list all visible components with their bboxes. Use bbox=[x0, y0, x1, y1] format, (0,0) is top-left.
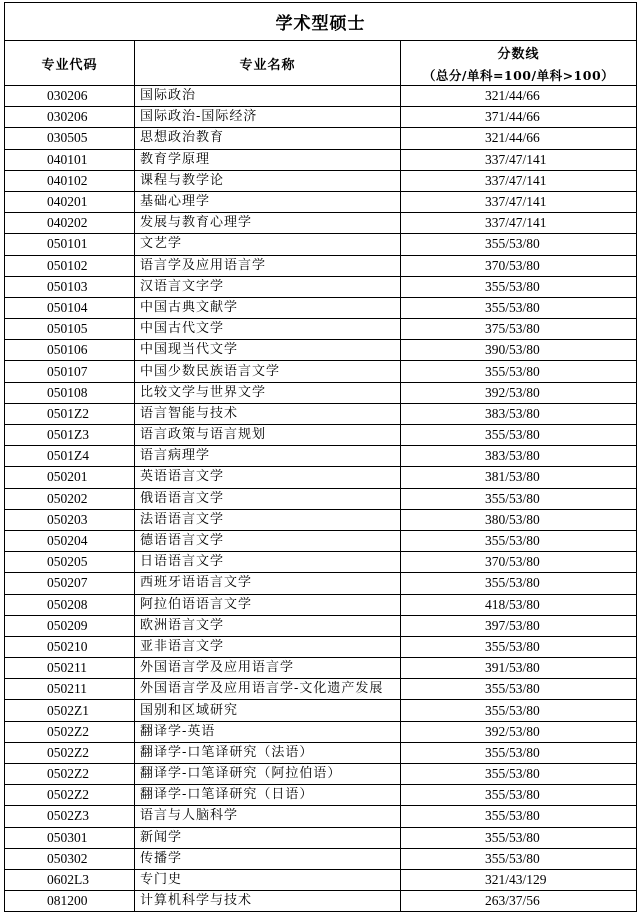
score-line-cell: 390/53/80 bbox=[401, 340, 637, 361]
table-row bbox=[5, 679, 637, 700]
major-code-cell: 050203 bbox=[5, 509, 135, 530]
score-line-cell: 391/53/80 bbox=[401, 658, 637, 679]
major-code-cell: 030505 bbox=[5, 128, 135, 149]
header-code: 专业代码 bbox=[5, 41, 135, 86]
major-name-cell: 翻译学-口笔译研究（日语） bbox=[135, 785, 401, 806]
major-code-cell: 050302 bbox=[5, 848, 135, 869]
major-code-cell: 081200 bbox=[5, 891, 135, 912]
major-name-cell: 新闻学 bbox=[135, 827, 401, 848]
major-code-cell: 0501Z4 bbox=[5, 446, 135, 467]
major-code-cell: 050201 bbox=[5, 467, 135, 488]
table-row bbox=[5, 128, 637, 149]
score-line-cell: 355/53/80 bbox=[401, 785, 637, 806]
score-line-cell: 355/53/80 bbox=[401, 573, 637, 594]
score-line-cell: 321/44/66 bbox=[401, 128, 637, 149]
table-row bbox=[5, 764, 637, 785]
table-row bbox=[5, 869, 637, 890]
major-name-cell: 课程与教学论 bbox=[135, 170, 401, 191]
table-row bbox=[5, 234, 637, 255]
table-row bbox=[5, 446, 637, 467]
score-line-cell: 321/44/66 bbox=[401, 86, 637, 107]
table-row bbox=[5, 636, 637, 657]
score-line-cell: 375/53/80 bbox=[401, 319, 637, 340]
table-row bbox=[5, 170, 637, 191]
table-row bbox=[5, 742, 637, 763]
score-line-cell: 355/53/80 bbox=[401, 636, 637, 657]
table-row bbox=[5, 488, 637, 509]
table-row bbox=[5, 213, 637, 234]
table-row bbox=[5, 827, 637, 848]
score-line-cell: 355/53/80 bbox=[401, 530, 637, 551]
score-line-cell: 355/53/80 bbox=[401, 297, 637, 318]
major-code-cell: 050208 bbox=[5, 594, 135, 615]
major-name-cell: 翻译学-英语 bbox=[135, 721, 401, 742]
score-line-cell: 355/53/80 bbox=[401, 742, 637, 763]
table-row bbox=[5, 382, 637, 403]
score-line-cell: 321/43/129 bbox=[401, 869, 637, 890]
header-score-subtitle: （总分/单科=100/单科>100） bbox=[422, 67, 615, 83]
major-code-cell: 0501Z3 bbox=[5, 425, 135, 446]
table-row bbox=[5, 425, 637, 446]
header-score-label: 分数线 bbox=[497, 46, 540, 62]
table-row bbox=[5, 658, 637, 679]
score-table-body bbox=[5, 3, 637, 912]
score-line-cell: 371/44/66 bbox=[401, 107, 637, 128]
table-row bbox=[5, 721, 637, 742]
score-table bbox=[4, 2, 637, 912]
major-name-cell: 计算机科学与技术 bbox=[135, 891, 401, 912]
major-name-cell: 法语语言文学 bbox=[135, 509, 401, 530]
score-line-cell: 383/53/80 bbox=[401, 403, 637, 424]
major-name-cell: 国际政治-国际经济 bbox=[135, 107, 401, 128]
score-line-cell: 370/53/80 bbox=[401, 255, 637, 276]
major-name-cell: 基础心理学 bbox=[135, 191, 401, 212]
major-code-cell: 050204 bbox=[5, 530, 135, 551]
score-line-cell: 381/53/80 bbox=[401, 467, 637, 488]
score-line-cell: 397/53/80 bbox=[401, 615, 637, 636]
major-code-cell: 040102 bbox=[5, 170, 135, 191]
major-name-cell: 语言病理学 bbox=[135, 446, 401, 467]
major-code-cell: 050211 bbox=[5, 658, 135, 679]
score-line-cell: 337/47/141 bbox=[401, 191, 637, 212]
score-line-cell: 337/47/141 bbox=[401, 170, 637, 191]
major-code-cell: 040202 bbox=[5, 213, 135, 234]
major-code-cell: 050106 bbox=[5, 340, 135, 361]
table-row bbox=[5, 276, 637, 297]
major-name-cell: 文艺学 bbox=[135, 234, 401, 255]
major-name-cell: 国际政治 bbox=[135, 86, 401, 107]
major-code-cell: 030206 bbox=[5, 107, 135, 128]
score-line-cell: 355/53/80 bbox=[401, 848, 637, 869]
table-row bbox=[5, 848, 637, 869]
table-row bbox=[5, 149, 637, 170]
table-row bbox=[5, 509, 637, 530]
major-code-cell: 050211 bbox=[5, 679, 135, 700]
major-code-cell: 050105 bbox=[5, 319, 135, 340]
major-code-cell: 050210 bbox=[5, 636, 135, 657]
major-code-cell: 0502Z1 bbox=[5, 700, 135, 721]
major-name-cell: 欧洲语言文学 bbox=[135, 615, 401, 636]
major-name-cell: 发展与教育心理学 bbox=[135, 213, 401, 234]
major-name-cell: 俄语语言文学 bbox=[135, 488, 401, 509]
major-name-cell: 语言与人脑科学 bbox=[135, 806, 401, 827]
major-code-cell: 050202 bbox=[5, 488, 135, 509]
table-row bbox=[5, 594, 637, 615]
score-line-cell: 355/53/80 bbox=[401, 276, 637, 297]
major-code-cell: 040201 bbox=[5, 191, 135, 212]
table-row bbox=[5, 403, 637, 424]
score-line-cell: 355/53/80 bbox=[401, 700, 637, 721]
table-row bbox=[5, 615, 637, 636]
table-row bbox=[5, 340, 637, 361]
major-name-cell: 汉语言文字学 bbox=[135, 276, 401, 297]
major-code-cell: 050101 bbox=[5, 234, 135, 255]
table-row bbox=[5, 573, 637, 594]
score-line-cell: 355/53/80 bbox=[401, 764, 637, 785]
major-name-cell: 阿拉伯语语言文学 bbox=[135, 594, 401, 615]
major-code-cell: 0502Z3 bbox=[5, 806, 135, 827]
major-name-cell: 传播学 bbox=[135, 848, 401, 869]
header-name: 专业名称 bbox=[135, 41, 401, 86]
table-row bbox=[5, 361, 637, 382]
table-row bbox=[5, 700, 637, 721]
major-code-cell: 050207 bbox=[5, 573, 135, 594]
major-name-cell: 语言政策与语言规划 bbox=[135, 425, 401, 446]
major-code-cell: 050301 bbox=[5, 827, 135, 848]
major-code-cell: 050104 bbox=[5, 297, 135, 318]
major-name-cell: 外国语言学及应用语言学-文化遗产发展 bbox=[135, 679, 401, 700]
major-code-cell: 0501Z2 bbox=[5, 403, 135, 424]
major-name-cell: 语言学及应用语言学 bbox=[135, 255, 401, 276]
major-code-cell: 0502Z2 bbox=[5, 742, 135, 763]
table-row bbox=[5, 891, 637, 912]
major-code-cell: 050103 bbox=[5, 276, 135, 297]
score-line-cell: 392/53/80 bbox=[401, 721, 637, 742]
major-code-cell: 050205 bbox=[5, 552, 135, 573]
major-name-cell: 比较文学与世界文学 bbox=[135, 382, 401, 403]
major-name-cell: 德语语言文学 bbox=[135, 530, 401, 551]
table-row bbox=[5, 467, 637, 488]
table-row bbox=[5, 785, 637, 806]
score-line-cell: 383/53/80 bbox=[401, 446, 637, 467]
title-row bbox=[5, 3, 637, 41]
table-title: 学术型硕士 bbox=[5, 3, 637, 41]
major-code-cell: 0602L3 bbox=[5, 869, 135, 890]
major-name-cell: 中国少数民族语言文学 bbox=[135, 361, 401, 382]
major-name-cell: 西班牙语语言文学 bbox=[135, 573, 401, 594]
score-line-cell: 355/53/80 bbox=[401, 361, 637, 382]
major-name-cell: 外国语言学及应用语言学 bbox=[135, 658, 401, 679]
major-name-cell: 语言智能与技术 bbox=[135, 403, 401, 424]
major-name-cell: 教育学原理 bbox=[135, 149, 401, 170]
score-line-cell: 418/53/80 bbox=[401, 594, 637, 615]
score-line-cell: 355/53/80 bbox=[401, 234, 637, 255]
table-row bbox=[5, 319, 637, 340]
table-row bbox=[5, 107, 637, 128]
table-row bbox=[5, 255, 637, 276]
score-line-cell: 392/53/80 bbox=[401, 382, 637, 403]
score-line-cell: 370/53/80 bbox=[401, 552, 637, 573]
major-name-cell: 思想政治教育 bbox=[135, 128, 401, 149]
major-name-cell: 英语语言文学 bbox=[135, 467, 401, 488]
major-name-cell: 中国古典文献学 bbox=[135, 297, 401, 318]
major-name-cell: 翻译学-口笔译研究（法语） bbox=[135, 742, 401, 763]
score-line-cell: 337/47/141 bbox=[401, 213, 637, 234]
major-name-cell: 中国现当代文学 bbox=[135, 340, 401, 361]
major-code-cell: 050209 bbox=[5, 615, 135, 636]
score-line-cell: 355/53/80 bbox=[401, 425, 637, 446]
score-line-cell: 355/53/80 bbox=[401, 806, 637, 827]
score-line-cell: 355/53/80 bbox=[401, 827, 637, 848]
major-name-cell: 专门史 bbox=[135, 869, 401, 890]
score-line-cell: 263/37/56 bbox=[401, 891, 637, 912]
score-line-cell: 355/53/80 bbox=[401, 679, 637, 700]
table-row bbox=[5, 297, 637, 318]
major-name-cell: 翻译学-口笔译研究（阿拉伯语） bbox=[135, 764, 401, 785]
major-name-cell: 亚非语言文学 bbox=[135, 636, 401, 657]
major-code-cell: 050107 bbox=[5, 361, 135, 382]
major-name-cell: 日语语言文学 bbox=[135, 552, 401, 573]
header-score bbox=[401, 41, 637, 86]
major-code-cell: 0502Z2 bbox=[5, 764, 135, 785]
major-name-cell: 国别和区域研究 bbox=[135, 700, 401, 721]
major-code-cell: 050102 bbox=[5, 255, 135, 276]
table-row bbox=[5, 86, 637, 107]
major-code-cell: 040101 bbox=[5, 149, 135, 170]
table-row bbox=[5, 806, 637, 827]
score-line-cell: 337/47/141 bbox=[401, 149, 637, 170]
major-code-cell: 0502Z2 bbox=[5, 785, 135, 806]
table-row bbox=[5, 191, 637, 212]
header-row bbox=[5, 41, 637, 86]
score-line-cell: 380/53/80 bbox=[401, 509, 637, 530]
major-code-cell: 030206 bbox=[5, 86, 135, 107]
major-code-cell: 0502Z2 bbox=[5, 721, 135, 742]
table-row bbox=[5, 530, 637, 551]
major-name-cell: 中国古代文学 bbox=[135, 319, 401, 340]
table-row bbox=[5, 552, 637, 573]
major-code-cell: 050108 bbox=[5, 382, 135, 403]
score-line-cell: 355/53/80 bbox=[401, 488, 637, 509]
